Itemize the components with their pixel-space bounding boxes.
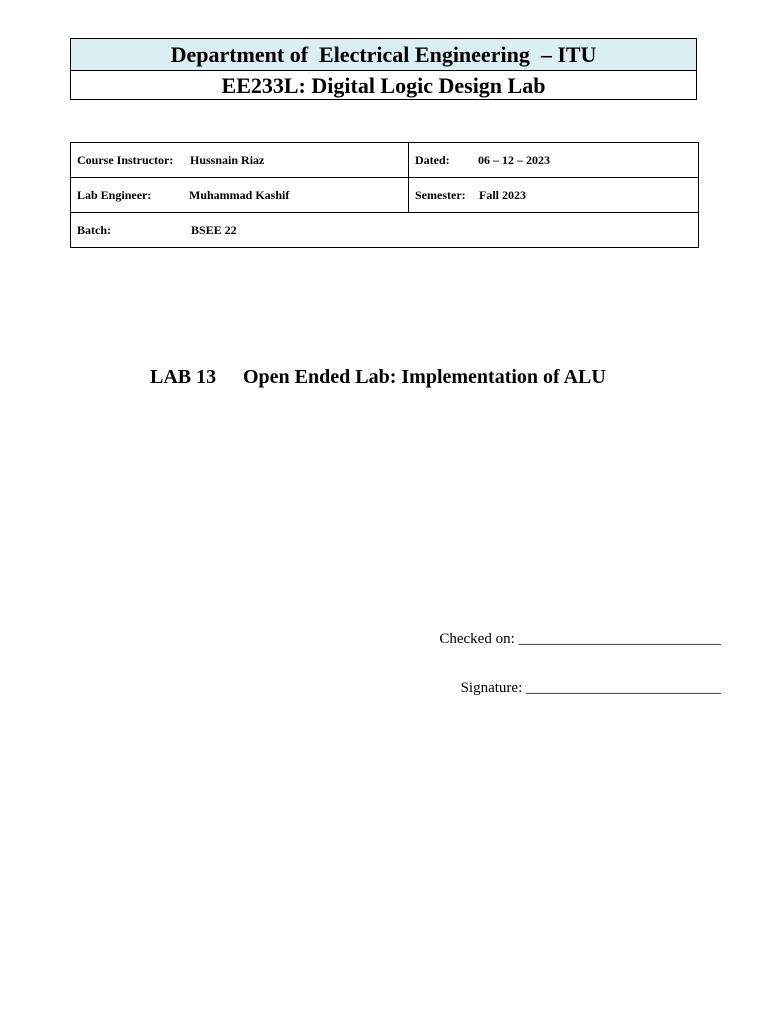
info-row-batch [71,213,699,248]
semester-cell [409,178,699,213]
instructor-label: Course Instructor: [77,152,174,167]
info-row-engineer [71,178,699,213]
batch-value: BSEE 22 [191,222,237,237]
instructor-value: Hussnain Riaz [190,152,265,167]
course-title: EE233L: Digital Logic Design Lab [221,72,546,98]
dated-label: Dated: [415,152,450,167]
batch-cell [71,213,699,248]
engineer-cell [71,178,409,213]
batch-label: Batch: [77,222,111,237]
engineer-label: Lab Engineer: [77,187,152,202]
department-title: Department of Electrical Engineering – ITU [71,39,696,71]
engineer-value: Muhammad Kashif [189,187,290,202]
signature-line: Signature: __________________________ [460,680,721,696]
lab-title-text: Open Ended Lab: Implementation of ALU [243,366,606,388]
dated-cell [409,143,699,178]
info-row-instructor [71,143,699,178]
instructor-cell [71,143,409,178]
dated-value: 06 – 12 – 2023 [478,152,550,167]
semester-label: Semester: [415,187,466,202]
lab-heading [150,366,606,389]
info-table [70,142,699,248]
header-box [70,38,697,100]
lab-number: LAB 13 [150,366,217,388]
semester-value: Fall 2023 [479,187,526,202]
checked-on-line: Checked on: ___________________________ [439,631,721,647]
